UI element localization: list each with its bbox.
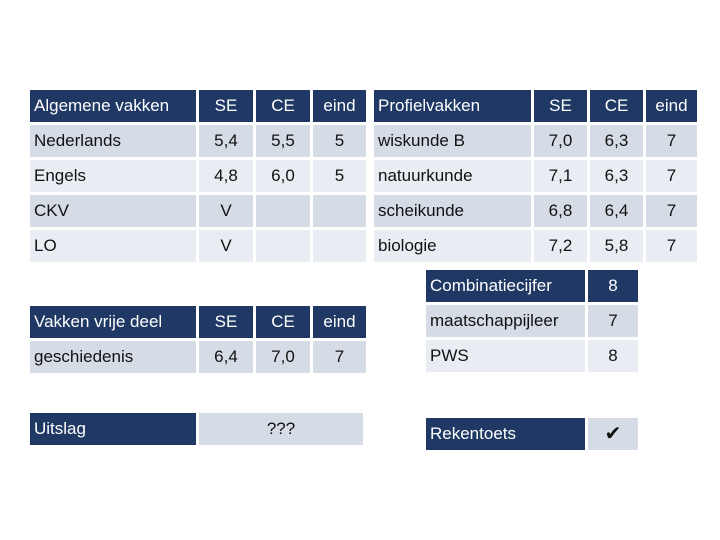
se-cell: 7,1	[534, 160, 587, 192]
table-row	[374, 230, 697, 262]
se-cell: 7,2	[534, 230, 587, 262]
subject-cell: scheikunde	[374, 195, 531, 227]
header-combinatiecijfer: Combinatiecijfer	[426, 270, 585, 302]
vrije-deel-table	[30, 306, 366, 373]
ce-cell	[256, 230, 310, 262]
table-row	[30, 160, 366, 192]
uitslag-value: ???	[199, 413, 363, 445]
ce-cell: 6,0	[256, 160, 310, 192]
se-cell: 7,0	[534, 125, 587, 157]
header-se: SE	[199, 306, 253, 338]
eind-cell: 7	[646, 125, 697, 157]
subject-cell: wiskunde B	[374, 125, 531, 157]
eind-cell: 7	[646, 160, 697, 192]
header-ce: CE	[256, 90, 310, 122]
header-vakken-vrije-deel: Vakken vrije deel	[30, 306, 196, 338]
table-row	[426, 305, 638, 337]
table-row	[30, 195, 366, 227]
se-cell: 4,8	[199, 160, 253, 192]
checkmark-icon: ✔	[588, 418, 638, 450]
se-cell: 5,4	[199, 125, 253, 157]
ce-cell: 6,4	[590, 195, 643, 227]
subject-cell: CKV	[30, 195, 196, 227]
subject-cell: biologie	[374, 230, 531, 262]
table-row	[30, 125, 366, 157]
table-header-row	[30, 306, 366, 338]
subject-cell: geschiedenis	[30, 341, 196, 373]
subject-cell: natuurkunde	[374, 160, 531, 192]
table-header-row	[30, 90, 366, 122]
subject-cell: Engels	[30, 160, 196, 192]
table-row	[374, 125, 697, 157]
table-row	[374, 160, 697, 192]
header-eind: eind	[313, 306, 366, 338]
rekentoets-label: Rekentoets	[426, 418, 585, 450]
eind-cell: 5	[313, 125, 366, 157]
se-cell: 6,4	[199, 341, 253, 373]
subject-cell: PWS	[426, 340, 585, 372]
table-header-row	[374, 90, 697, 122]
header-eind: eind	[646, 90, 697, 122]
ce-cell: 5,8	[590, 230, 643, 262]
header-ce: CE	[256, 306, 310, 338]
eind-cell	[313, 230, 366, 262]
header-se: SE	[199, 90, 253, 122]
table-row	[30, 230, 366, 262]
rekentoets-row	[426, 418, 638, 450]
table-header-row	[426, 270, 638, 302]
ce-cell: 5,5	[256, 125, 310, 157]
se-cell: V	[199, 195, 253, 227]
eind-cell	[313, 195, 366, 227]
header-eind: eind	[313, 90, 366, 122]
ce-cell	[256, 195, 310, 227]
grade-cell: 8	[588, 340, 638, 372]
uitslag-row-inner	[30, 413, 363, 445]
header-se: SE	[534, 90, 587, 122]
table-row	[30, 341, 366, 373]
se-cell: V	[199, 230, 253, 262]
table-row	[374, 195, 697, 227]
algemene-vakken-table	[30, 90, 366, 262]
eind-cell: 7	[646, 230, 697, 262]
eind-cell: 7	[646, 195, 697, 227]
subject-cell: Nederlands	[30, 125, 196, 157]
profielvakken-table	[374, 90, 697, 262]
header-algemene-vakken: Algemene vakken	[30, 90, 196, 122]
rekentoets-row-inner	[426, 418, 638, 450]
ce-cell: 6,3	[590, 160, 643, 192]
uitslag-row	[30, 413, 363, 445]
combinatiecijfer-value: 8	[588, 270, 638, 302]
header-ce: CE	[590, 90, 643, 122]
ce-cell: 7,0	[256, 341, 310, 373]
subject-cell: LO	[30, 230, 196, 262]
table-row	[426, 340, 638, 372]
uitslag-label: Uitslag	[30, 413, 196, 445]
subject-cell: maatschappijleer	[426, 305, 585, 337]
ce-cell: 6,3	[590, 125, 643, 157]
grade-cell: 7	[588, 305, 638, 337]
eind-cell: 5	[313, 160, 366, 192]
combinatiecijfer-table	[426, 270, 638, 372]
eind-cell: 7	[313, 341, 366, 373]
se-cell: 6,8	[534, 195, 587, 227]
header-profielvakken: Profielvakken	[374, 90, 531, 122]
